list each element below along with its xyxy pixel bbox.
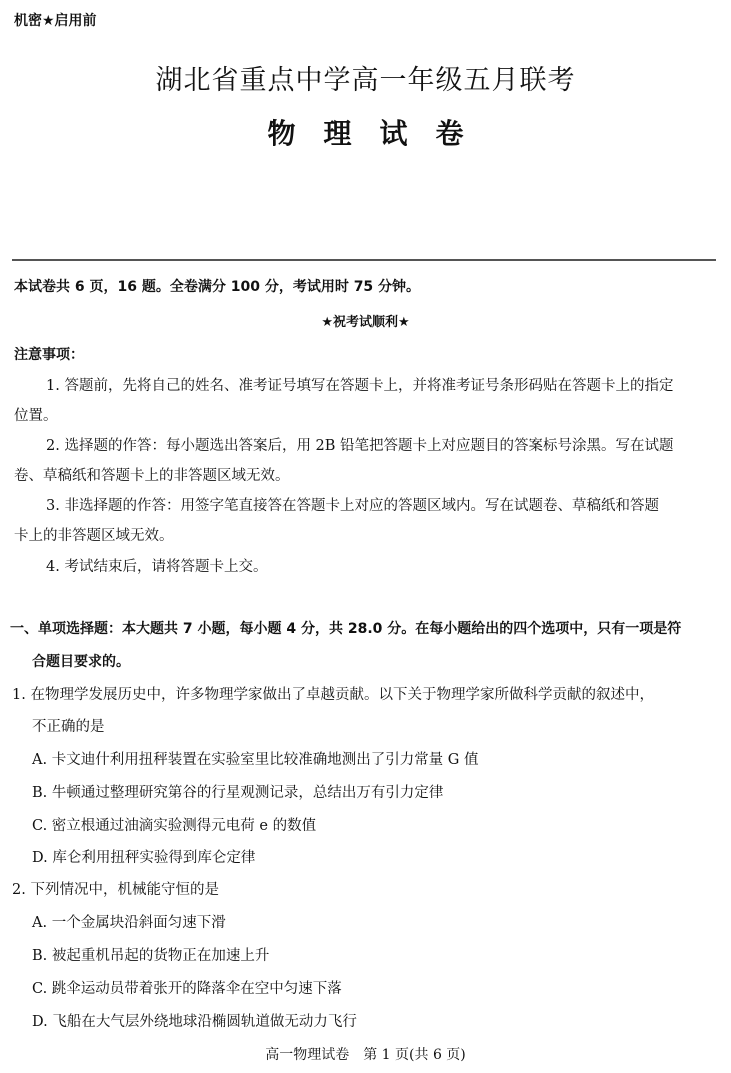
exam-title: 湖北省重点中学高一年级五月联考 (155, 65, 576, 96)
section-1-heading: 一、单项选择题：本大题共 7 小题，每小题 4 分，共 28.0 分。在每小题给出的四个选项中，只有一项是符 (10, 621, 682, 637)
question-2-option-a: A. 一个金属块沿斜面匀速下滑 (32, 915, 226, 931)
notice-item-1-line-2: 位置。 (14, 408, 58, 424)
question-2-option-c: C. 跳伞运动员带着张开的降落伞在空中匀速下落 (32, 981, 342, 997)
header-divider (12, 259, 716, 261)
question-2-stem: 2. 下列情况中，机械能守恒的是 (12, 882, 219, 898)
question-1-stem: 1. 在物理学发展历史中，许多物理学家做出了卓越贡献。以下关于物理学家所做科学贡献的叙述中， (12, 687, 654, 703)
exam-summary: 本试卷共 6 页，16 题。全卷满分 100 分，考试用时 75 分钟。 (14, 279, 421, 295)
question-1-option-d: D. 库仑利用扭秤实验得到库仑定律 (32, 850, 256, 866)
page-footer: 高一物理试卷 第 1 页(共 6 页) (265, 1047, 466, 1063)
question-1-stem-cont: 不正确的是 (32, 719, 105, 735)
notice-item-3-line-1: 3. 非选择题的作答：用签字笔直接答在答题卡上对应的答题区域内。写在试题卷、草稿纸和答题 (46, 498, 659, 514)
notice-item-1-line-1: 1. 答题前，先将自己的姓名、准考证号填写在答题卡上，并将准考证号条形码贴在答题卡上的指定 (46, 378, 674, 394)
question-2-option-b: B. 被起重机吊起的货物正在加速上升 (32, 948, 270, 964)
notice-item-4: 4. 考试结束后，请将答题卡上交。 (46, 559, 268, 575)
question-1-option-c: C. 密立根通过油滴实验测得元电荷 e 的数值 (32, 818, 317, 834)
section-1-heading-cont: 合题目要求的。 (32, 654, 130, 670)
notice-heading: 注意事项： (14, 347, 84, 363)
subject-title: 物理试卷 (267, 117, 492, 150)
secret-mark: 机密★启用前 (14, 13, 97, 29)
question-2-option-d: D. 飞船在大气层外绕地球沿椭圆轨道做无动力飞行 (32, 1014, 357, 1030)
notice-item-2-line-1: 2. 选择题的作答：每小题选出答案后，用 2B 铅笔把答题卡上对应题目的答案标号涂黑。写在试题 (46, 438, 674, 454)
good-luck-banner: ★祝考试顺利★ (321, 315, 410, 330)
notice-item-2-line-2: 卷、草稿纸和答题卡上的非答题区域无效。 (14, 468, 290, 484)
notice-item-3-line-2: 卡上的非答题区域无效。 (14, 528, 174, 544)
question-1-option-a: A. 卡文迪什利用扭秤装置在实验室里比较准确地测出了引力常量 G 值 (32, 752, 479, 768)
question-1-option-b: B. 牛顿通过整理研究第谷的行星观测记录，总结出万有引力定律 (32, 785, 444, 801)
